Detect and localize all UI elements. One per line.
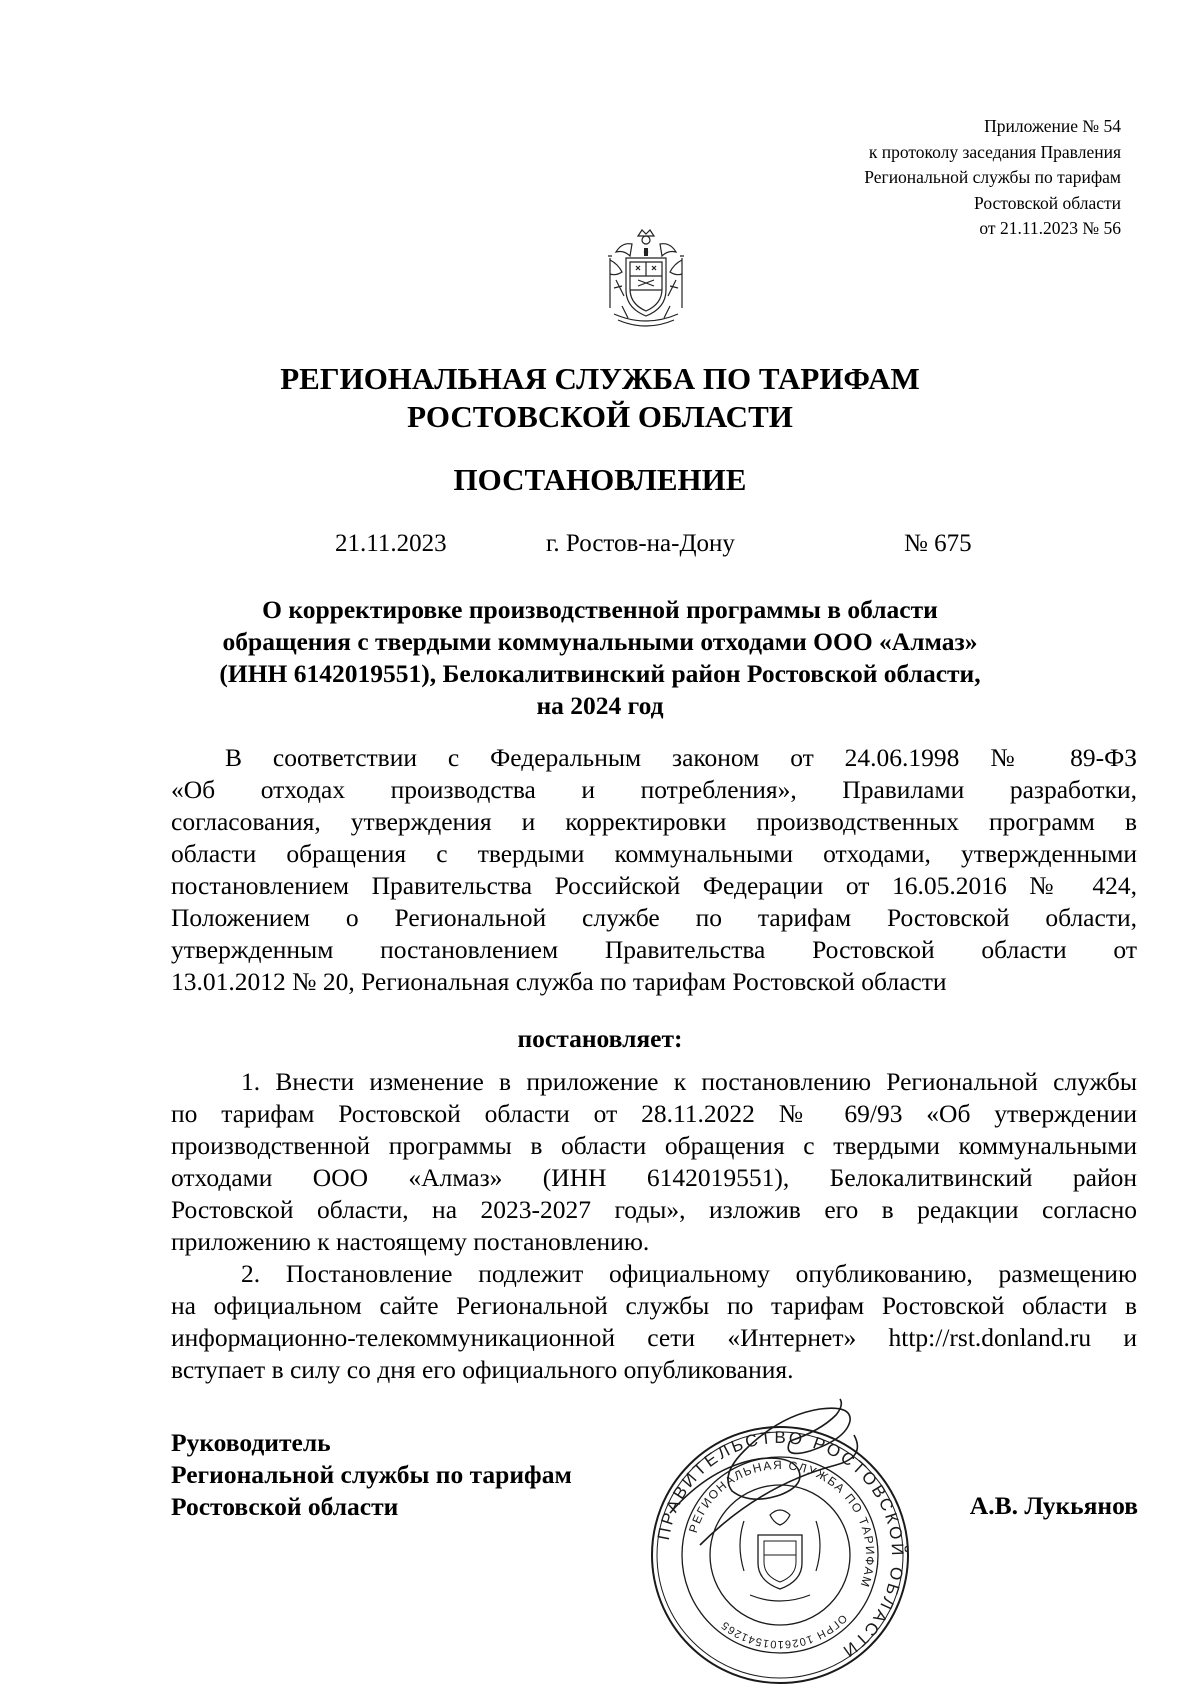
paragraph-line: на официальном сайте Региональной службы по тарифам Ростовской области в [171,1291,1137,1320]
paragraph-line: производственной программы в области обращения с твердыми коммунальными [171,1131,1137,1160]
signatory-position [171,1427,572,1523]
document-number: № 675 [904,530,972,557]
subject-line: О корректировке производственной программы в области [262,595,938,624]
position-line: Региональной службы по тарифам [171,1460,572,1489]
paragraph-line: постановлением Правительства Российской Федерации от 16.05.2016 № 424, [171,871,1137,900]
decree-item-2 [171,1258,1137,1386]
paragraph-line: Положением о Региональной службе по тарифам Ростовской области, [171,903,1137,932]
decree-item-1 [171,1066,1137,1258]
official-seal [640,1395,920,1685]
paragraph-line: «Об отходах производства и потребления», Правилами разработки, [171,775,1137,804]
paragraph-line: 1. Внести изменение в приложение к постановлению Региональной службы [241,1067,1137,1096]
preamble-paragraph [171,742,1137,998]
document-type: ПОСТАНОВЛЕНИЕ [453,462,747,497]
paragraph-line: согласования, утверждения и корректировки производственных программ в [171,807,1137,836]
subject-line: на 2024 год [536,691,664,720]
signatory-name: А.В. Лукьянов [969,1491,1138,1520]
decree-word: постановляет: [517,1024,683,1053]
paragraph-line: 13.01.2012 № 20, Региональная служба по тарифам Ростовской области [171,967,947,996]
appendix-line: Приложение № 54 [984,116,1121,136]
appendix-line: к протоколу заседания Правления [868,141,1121,162]
position-line: Ростовской области [171,1492,399,1521]
paragraph-line: вступает в силу со дня его официального опубликования. [171,1355,794,1384]
subject-line: (ИНН 6142019551), Белокалитвинский район Ростовской области, [219,659,981,688]
coat-of-arms-icon [602,228,690,334]
document-subject [0,594,1200,722]
appendix-line: Региональной службы по тарифам [864,167,1121,187]
paragraph-line: приложению к настоящему постановлению. [171,1227,650,1256]
appendix-note [864,114,1121,242]
organization-name [0,360,1200,436]
paragraph-line: информационно-телекоммуникационной сети «Интернет» http://rst.donland.ru и [171,1323,1137,1352]
seal-text-outer: ПРАВИТЕЛЬСТВО РОСТОВСКОЙ ОБЛАСТИ [653,1427,908,1663]
document-date: 21.11.2023 [335,530,447,557]
appendix-line: от 21.11.2023 № 56 [979,218,1121,238]
seal-code: ОГРН 1026101541265 [718,1611,849,1651]
paragraph-line: 2. Постановление подлежит официальному опубликованию, размещению [241,1259,1137,1288]
subject-line: обращения с твердыми коммунальными отходами ООО «Алмаз» [222,627,978,656]
paragraph-line: по тарифам Ростовской области от 28.11.2022 № 69/93 «Об утверждении [171,1099,1137,1128]
position-line: Руководитель [171,1428,331,1457]
appendix-line: Ростовской области [974,192,1121,213]
paragraph-line: Ростовской области, на 2023-2027 годы», изложив его в редакции согласно [171,1195,1137,1224]
organization-line: РОСТОВСКОЙ ОБЛАСТИ [407,399,793,434]
document-city: г. Ростов-на-Дону [546,530,735,557]
paragraph-line: отходами ООО «Алмаз» (ИНН 6142019551), Белокалитвинский район [171,1163,1137,1192]
organization-line: РЕГИОНАЛЬНАЯ СЛУЖБА ПО ТАРИФАМ [280,361,920,396]
paragraph-line: области обращения с твердыми коммунальными отходами, утвержденными [171,839,1137,868]
paragraph-line: утвержденным постановлением Правительства Ростовской области от [171,935,1137,964]
paragraph-line: В соответствии с Федеральным законом от 24.06.1998 № 89-ФЗ [225,743,1137,772]
seal-text-inner: РЕГИОНАЛЬНАЯ СЛУЖБА ПО ТАРИФАМ [686,1457,878,1590]
